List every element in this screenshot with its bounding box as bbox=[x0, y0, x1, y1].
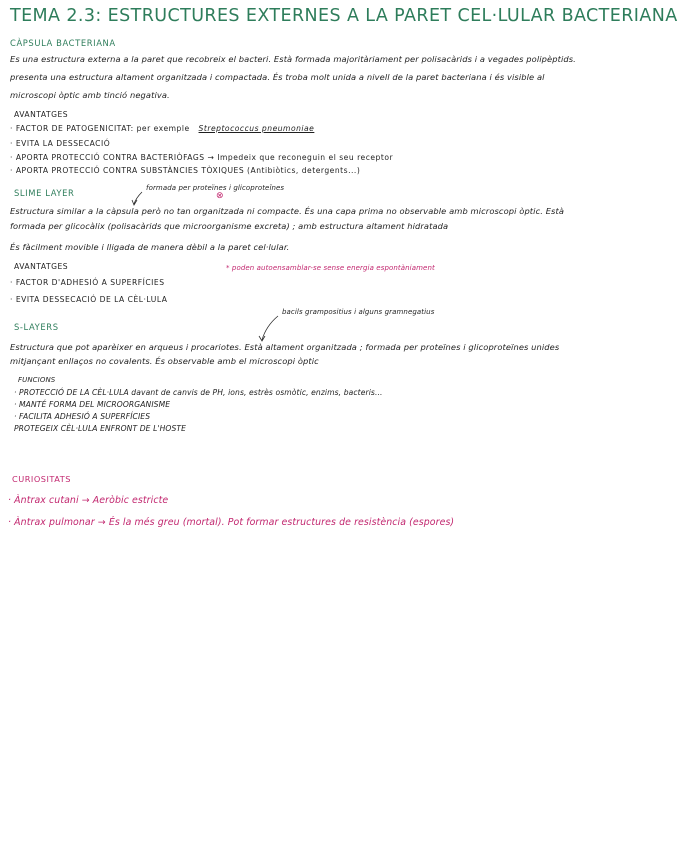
slime-line-1: Estructura similar a la càpsula però no tan organitzada ni compacte. És una capa prima no observable amb microscopi òptic. Està bbox=[10, 206, 565, 216]
capsula-line-3: microscopi òptic amb tinció negativa. bbox=[10, 90, 170, 100]
slime-note: formada per proteïnes i glicoproteïnes bbox=[146, 184, 285, 192]
curiositat-2: · Àntrax pulmonar → És la més greu (mortal). Pot formar estructures de resistència (espores) bbox=[8, 517, 455, 528]
slime-item-1: · FACTOR D'ADHESIÓ A SUPERFÍCIES bbox=[10, 278, 165, 287]
capsula-line-1: Es una estructura externa a la paret que recobreix el bacteri. Està formada majoritàriament per polisacàrids i a vegades polipèptids. bbox=[10, 54, 576, 64]
capsula-heading: CÀPSULA BACTERIANA bbox=[10, 38, 116, 48]
capsula-item-4: · APORTA PROTECCIÓ CONTRA SUBSTÀNCIES TÒXIQUES (Antibiòtics, detergents...) bbox=[10, 166, 361, 175]
capsula-item-1-label: · FACTOR DE PATOGENICITAT: per exemple bbox=[10, 124, 190, 133]
capsula-avantatges-label: AVANTATGES bbox=[14, 110, 69, 119]
capsula-item-2: · EVITA LA DESSECACIÓ bbox=[10, 139, 111, 148]
slime-heading: SLIME LAYER bbox=[14, 188, 75, 198]
slayers-arrowhead-icon bbox=[259, 336, 265, 341]
slime-item-2: · EVITA DESSECACIÓ DE LA CÈL·LULA bbox=[10, 295, 168, 304]
slime-avantatges-label: AVANTATGES bbox=[14, 262, 69, 271]
capsula-item-1-example: Streptococcus pneumoniae bbox=[198, 124, 315, 133]
slayers-item-2: · MANTÉ FORMA DEL MICROORGANISME bbox=[14, 400, 171, 409]
slime-pink-note: * poden autoensamblar-se sense energia espontàniament bbox=[226, 264, 435, 272]
slayers-item-3: · FACILITA ADHESIÓ A SUPERFÍCIES bbox=[14, 412, 151, 421]
slime-note-mark: ⊗ bbox=[216, 191, 224, 201]
slayers-heading: S-LAYERS bbox=[14, 322, 59, 332]
slayers-item-1: · PROTECCIÓ DE LA CÈL·LULA davant de canvis de PH, ions, estrès osmòtic, enzims, bacteris... bbox=[14, 388, 383, 397]
page-title: TEMA 2.3: ESTRUCTURES EXTERNES A LA PARET CEL·LULAR BACTERIANA bbox=[10, 6, 678, 26]
slayers-note: bacils grampositius i alguns gramnegatius bbox=[282, 308, 435, 316]
slime-line-3: És fàcilment movible i lligada de manera dèbil a la paret cel·lular. bbox=[10, 242, 290, 252]
slayers-line-1: Estructura que pot aparèixer en arqueus i procariotes. Està altament organitzada ; formada per proteïnes i glicoproteïnes unides bbox=[10, 342, 560, 352]
curiositats-heading: CURIOSITATS bbox=[12, 474, 71, 484]
slime-line-2: formada per glicocàlix (polisacàrids que microorganisme excreta) ; amb estructura altament hidratada bbox=[10, 221, 449, 231]
slime-arrow-icon bbox=[134, 192, 142, 204]
capsula-line-2: presenta una estructura altament organitzada i compactada. És troba molt unida a nivell de la paret bacteriana i és visible al bbox=[10, 72, 545, 82]
slayers-line-2: mitjançant enllaços no covalents. És observable amb el microscopi òptic bbox=[10, 356, 319, 366]
capsula-item-3: · APORTA PROTECCIÓ CONTRA BACTERIÒFAGS → Impedeix que reconeguin el seu receptor bbox=[10, 153, 394, 162]
slayers-funcions-label: FUNCIONS bbox=[18, 376, 56, 384]
curiositat-1: · Àntrax cutani → Aeròbic estricte bbox=[8, 495, 169, 506]
slayers-item-4: PROTEGEIX CÈL·LULA ENFRONT DE L'HOSTE bbox=[14, 424, 187, 433]
